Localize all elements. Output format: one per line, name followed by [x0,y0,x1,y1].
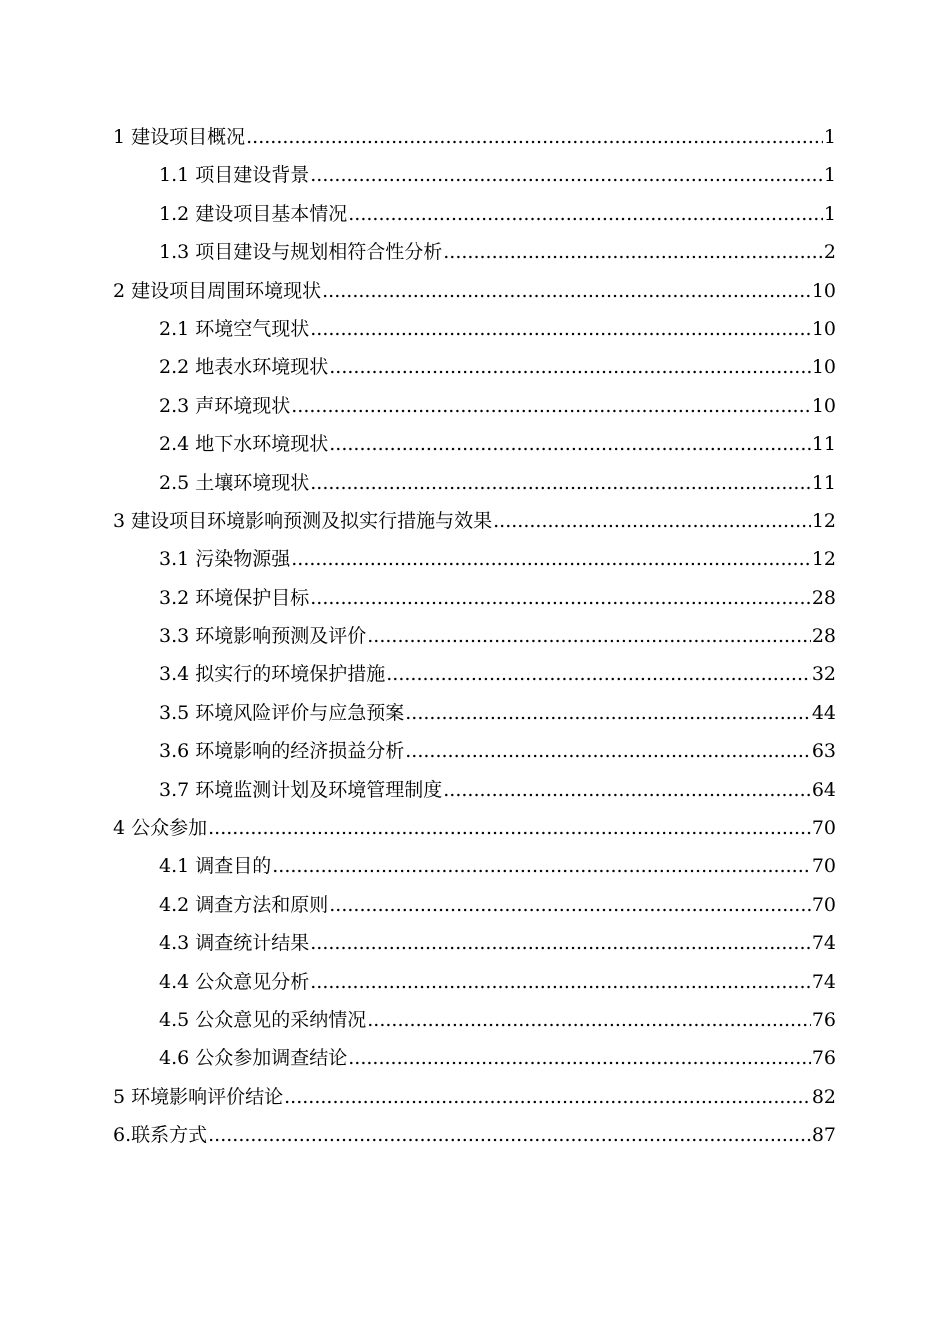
toc-entry-3[interactable] [113,502,836,540]
toc-entry-title: 3.4 拟实行的环境保护措施 [159,663,386,686]
toc-dot-leader [348,195,823,233]
toc-dot-leader [329,348,811,386]
toc-entry-page: 76 [811,1008,836,1031]
toc-dot-leader [322,272,811,310]
toc-dot-leader [310,579,811,617]
toc-dot-leader [329,886,811,924]
toc-entry-page: 11 [811,433,836,456]
toc-dot-leader [405,732,811,770]
toc-entry-title: 2.1 环境空气现状 [159,317,310,340]
toc-entry-1-2[interactable] [113,195,836,233]
toc-entry-title: 4.2 调查方法和原则 [159,893,329,916]
toc-entry-title: 1 建设项目概况 [113,126,246,148]
toc-dot-leader [443,233,823,271]
toc-entry-page: 2 [823,241,836,264]
toc-entry-1-1[interactable] [113,156,836,194]
toc-entry-title: 2.3 声环境现状 [159,394,291,417]
toc-entry-page: 82 [811,1085,836,1108]
toc-dot-leader [367,617,811,655]
toc-entry-page: 12 [811,548,836,571]
toc-entry-2[interactable] [113,272,836,310]
toc-dot-leader [208,809,811,847]
toc-entry-page: 44 [811,701,836,724]
toc-dot-leader [348,1039,811,1077]
toc-entry-title: 4 公众参加 [113,817,208,840]
toc-dot-leader [405,694,811,732]
toc-entry-title: 1.3 项目建设与规划相符合性分析 [159,241,443,264]
toc-entry-3-4[interactable] [113,655,836,693]
toc-entry-4-1[interactable] [113,847,836,885]
toc-entry-3-5[interactable] [113,694,836,732]
toc-entry-5[interactable] [113,1078,836,1116]
toc-entry-page: 1 [823,164,836,187]
toc-entry-title: 3.5 环境风险评价与应急预案 [159,701,405,724]
toc-entry-page: 32 [811,663,836,686]
toc-entry-title: 2 建设项目周围环境现状 [113,279,322,302]
toc-entry-2-2[interactable] [113,348,836,386]
toc-dot-leader [246,118,823,156]
toc-entry-page: 12 [811,509,836,532]
toc-entry-title: 3.3 环境影响预测及评价 [159,625,367,648]
toc-entry-4[interactable] [113,809,836,847]
toc-entry-title: 2.2 地表水环境现状 [159,356,329,379]
toc-entry-title: 3 建设项目环境影响预测及拟实行措施与效果 [113,509,493,532]
toc-dot-leader [310,464,811,502]
toc-dot-leader [493,502,811,540]
toc-entry-3-6[interactable] [113,732,836,770]
toc-entry-title: 4.1 调查目的 [159,855,272,878]
toc-entry-3-2[interactable] [113,579,836,617]
toc-entry-page: 63 [811,740,836,763]
toc-dot-leader [310,924,811,962]
toc-entry-title: 2.5 土壤环境现状 [159,471,310,494]
toc-entry-page: 74 [811,932,836,955]
toc-entry-page: 28 [811,625,836,648]
toc-entry-title: 2.4 地下水环境现状 [159,433,329,456]
toc-entry-2-3[interactable] [113,387,836,425]
toc-entry-page: 28 [811,586,836,609]
toc-entry-2-5[interactable] [113,464,836,502]
toc-entry-page: 74 [811,970,836,993]
toc-entry-page: 87 [811,1124,836,1147]
toc-dot-leader [329,425,811,463]
toc-entry-title: 3.1 污染物源强 [159,548,291,571]
toc-entry-3-7[interactable] [113,771,836,809]
toc-dot-leader [310,310,811,348]
toc-entry-page: 70 [811,855,836,878]
toc-entry-title: 5 环境影响评价结论 [113,1085,284,1108]
toc-entry-title: 1.1 项目建设背景 [159,164,310,187]
toc-entry-title: 4.4 公众意见分析 [159,970,310,993]
toc-dot-leader [208,1116,811,1154]
toc-entry-page: 70 [811,893,836,916]
toc-entry-1[interactable] [113,118,836,156]
toc-entry-4-2[interactable] [113,886,836,924]
toc-entry-title: 3.7 环境监测计划及环境管理制度 [159,778,443,801]
table-of-contents [113,118,836,1155]
toc-entry-title: 4.6 公众参加调查结论 [159,1047,348,1070]
toc-entry-page: 76 [811,1047,836,1070]
toc-entry-page: 10 [811,317,836,340]
toc-entry-title: 4.3 调查统计结果 [159,932,310,955]
toc-entry-2-1[interactable] [113,310,836,348]
toc-dot-leader [367,1001,811,1039]
toc-entry-page: 1 [823,202,836,225]
toc-entry-page: 64 [811,778,836,801]
toc-entry-4-3[interactable] [113,924,836,962]
toc-entry-page: 70 [811,817,836,840]
toc-dot-leader [291,540,811,578]
toc-entry-page: 10 [811,394,836,417]
toc-entry-page: 10 [811,279,836,302]
toc-dot-leader [284,1078,811,1116]
toc-entry-title: 3.2 环境保护目标 [159,586,310,609]
toc-entry-page: 10 [811,356,836,379]
toc-dot-leader [310,156,823,194]
toc-entry-6[interactable] [113,1116,836,1154]
toc-entry-title: 4.5 公众意见的采纳情况 [159,1008,367,1031]
toc-dot-leader [291,387,811,425]
toc-entry-page: 11 [811,471,836,494]
toc-dot-leader [443,771,811,809]
toc-entry-1-3[interactable] [113,233,836,271]
toc-entry-3-3[interactable] [113,617,836,655]
toc-entry-4-4[interactable] [113,963,836,1001]
toc-dot-leader [386,655,811,693]
toc-entry-4-6[interactable] [113,1039,836,1077]
toc-entry-title: 3.6 环境影响的经济损益分析 [159,740,405,763]
toc-entry-title: 1.2 建设项目基本情况 [159,202,348,225]
toc-dot-leader [310,963,811,1001]
toc-entry-page: 1 [823,126,836,148]
toc-entry-4-5[interactable] [113,1001,836,1039]
toc-entry-2-4[interactable] [113,425,836,463]
toc-entry-3-1[interactable] [113,540,836,578]
toc-dot-leader [272,847,811,885]
toc-entry-title: 6.联系方式 [113,1124,208,1147]
